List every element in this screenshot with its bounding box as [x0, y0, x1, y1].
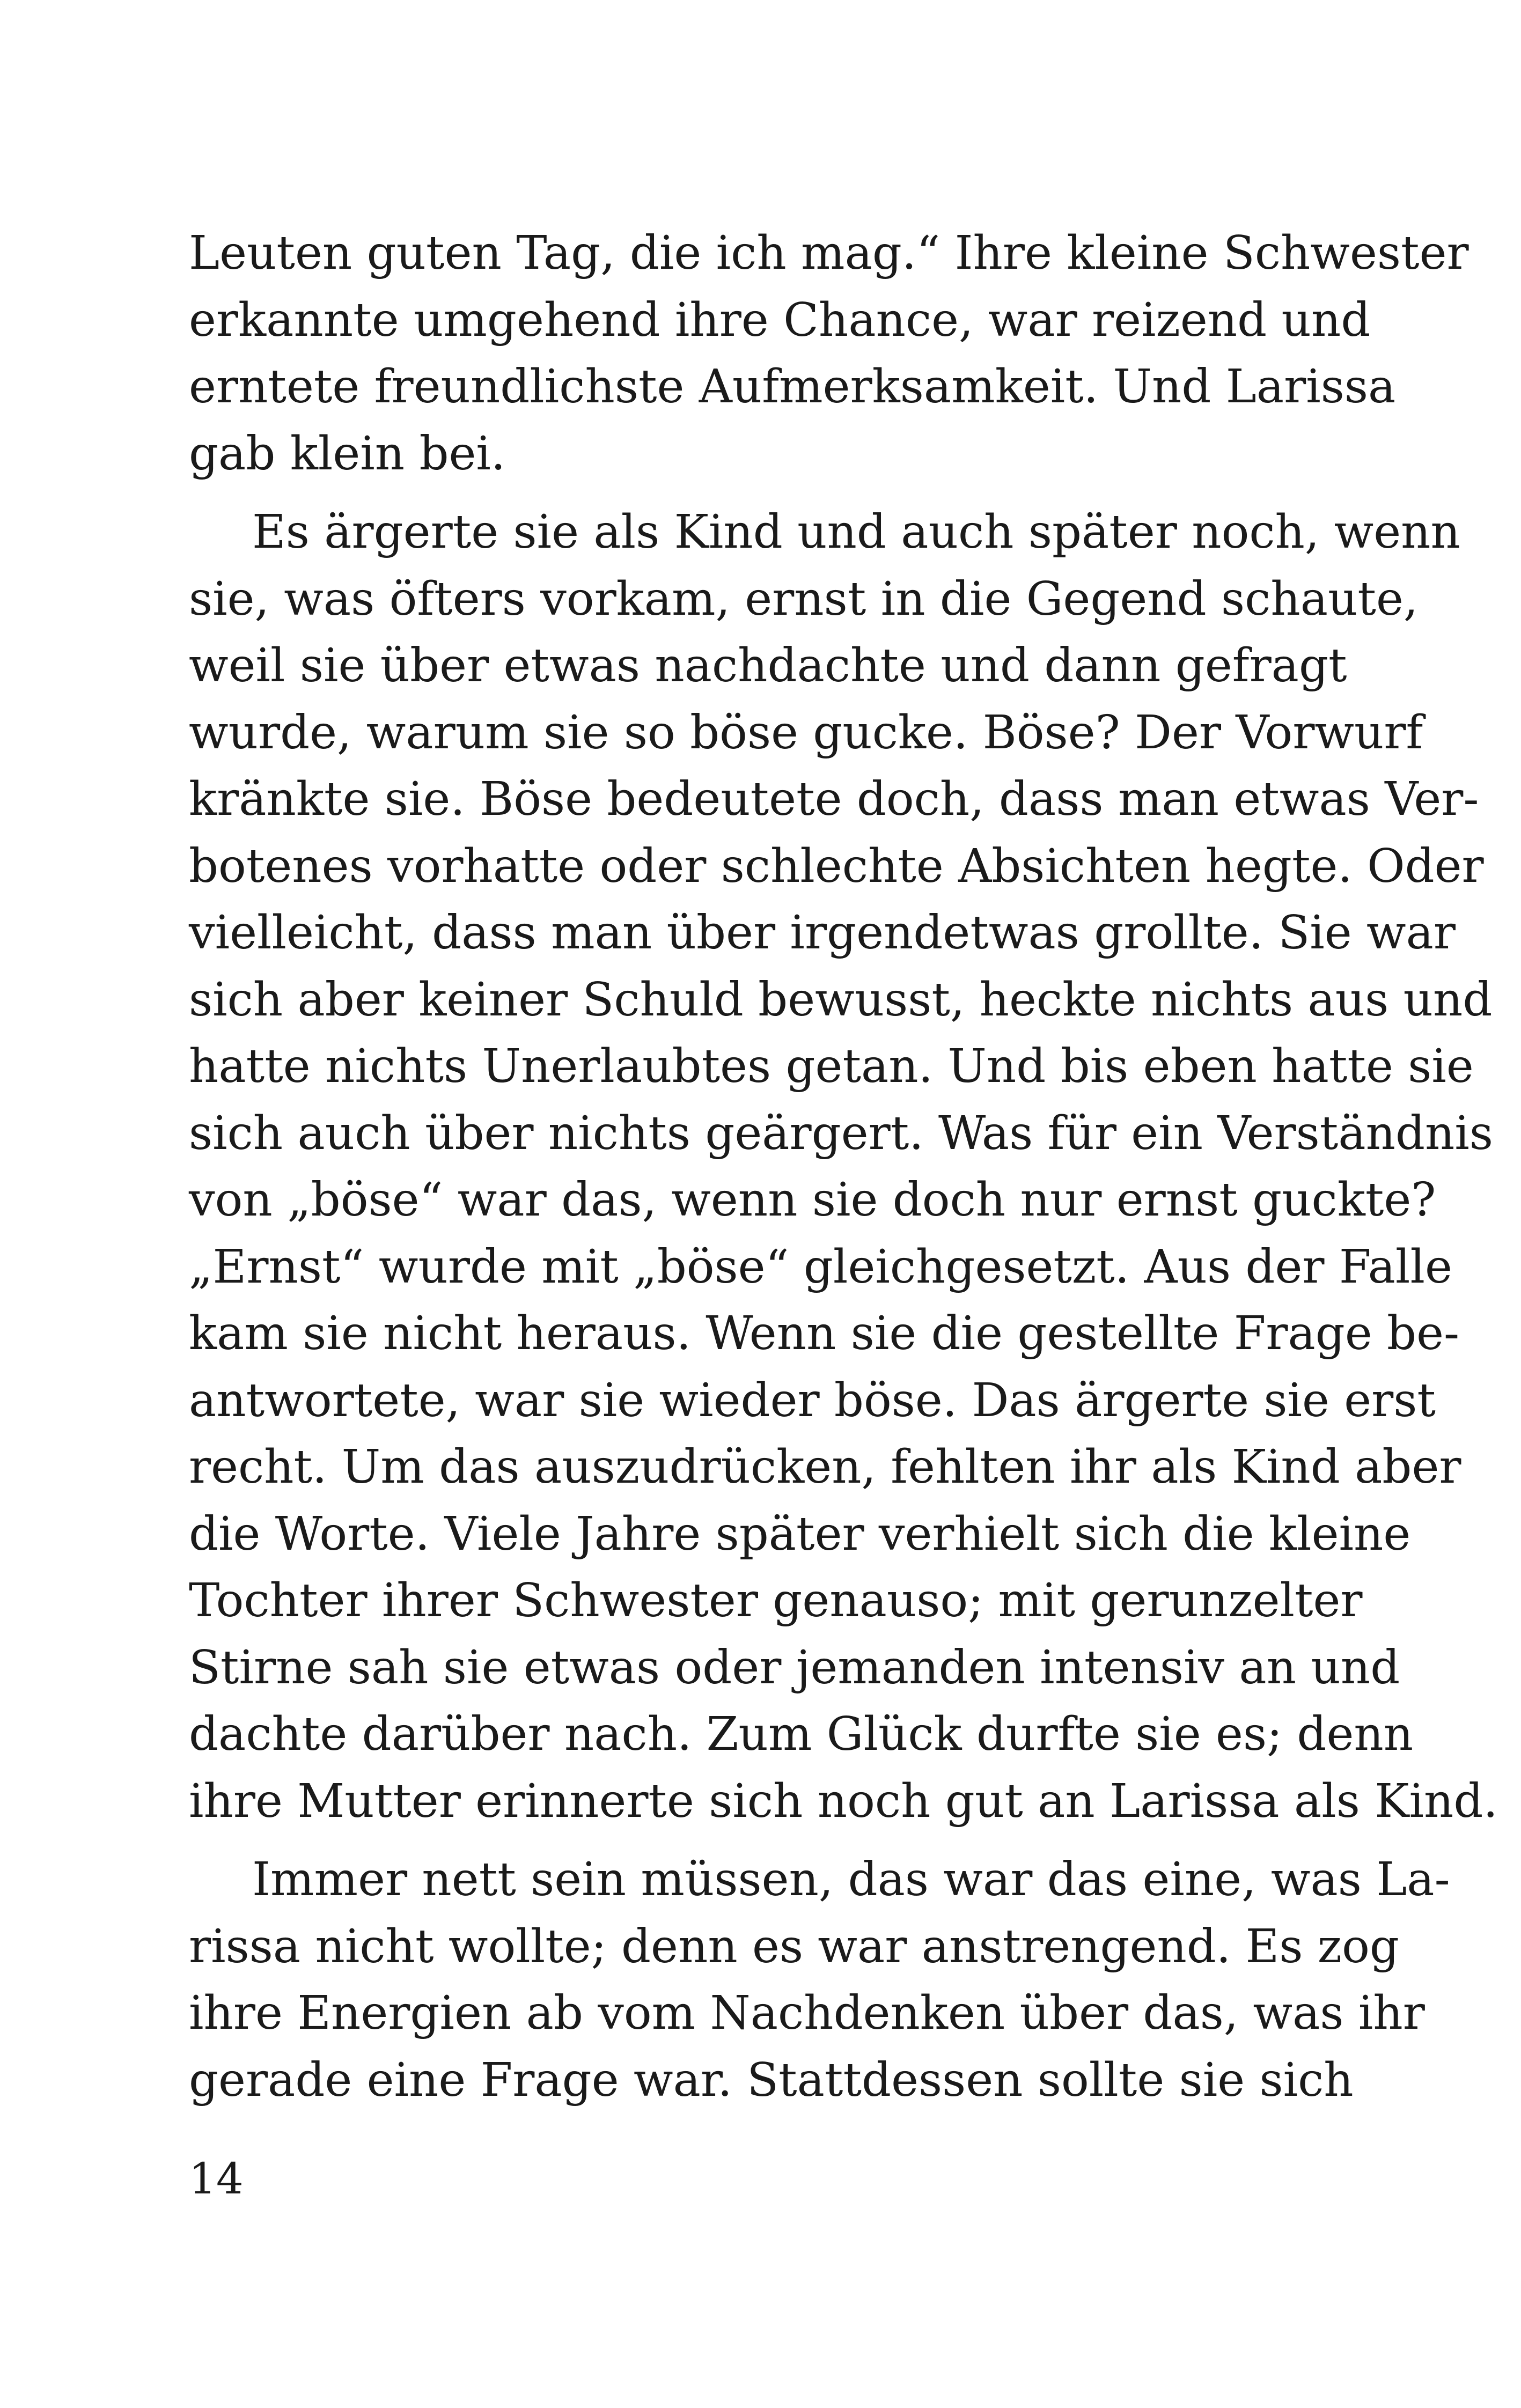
text-line: gerade eine Frage war. Stattdessen sollte sie sich — [189, 2053, 1354, 2107]
text-line: rissa nicht wollte; denn es war anstrengend. Es zog — [189, 1919, 1399, 1973]
text-line: Immer nett sein müssen, das war das eine, was La- — [252, 1853, 1450, 1906]
text-line: Leuten guten Tag, die ich mag.“ Ihre kleine Schwester — [189, 226, 1469, 280]
text-line: recht. Um das auszudrücken, fehlten ihr als Kind aber — [189, 1440, 1461, 1494]
text-line: sich aber keiner Schuld bewusst, heckte nichts aus und — [189, 973, 1493, 1027]
text-line: sich auch über nichts geärgert. Was für ein Verständnis — [189, 1106, 1494, 1160]
text-line: ihre Energien ab vom Nachdenken über das, was ihr — [189, 1986, 1425, 2040]
text-line: botenes vorhatte oder schlechte Absichten hegte. Oder — [189, 839, 1484, 893]
text-line: antwortete, war sie wieder böse. Das ärgerte sie erst — [189, 1373, 1436, 1427]
text-line: weil sie über etwas nachdachte und dann gefragt — [189, 639, 1347, 693]
text-line: die Worte. Viele Jahre später verhielt sich die kleine — [189, 1507, 1411, 1561]
text-line: dachte darüber nach. Zum Glück durfte sie es; denn — [189, 1707, 1414, 1761]
text-line: Tochter ihrer Schwester genauso; mit gerunzelter — [189, 1574, 1363, 1628]
text-line: ihre Mutter erinnerte sich noch gut an Larissa als Kind. — [189, 1774, 1498, 1828]
text-line: kränkte sie. Böse bedeutete doch, dass man etwas Ver- — [189, 772, 1479, 826]
text-line: sie, was öfters vorkam, ernst in die Gegend schaute, — [189, 572, 1419, 626]
body-text — [189, 220, 1498, 2114]
text-line: kam sie nicht heraus. Wenn sie die gestellte Frage be- — [189, 1307, 1460, 1360]
text-line: Stirne sah sie etwas oder jemanden intensiv an und — [189, 1640, 1400, 1695]
paragraph-2 — [189, 499, 1498, 1835]
text-line: Es ärgerte sie als Kind und auch später noch, wenn — [252, 505, 1460, 559]
page-number: 14 — [189, 2154, 244, 2204]
text-line: von „böse“ war das, wenn sie doch nur ernst guckte? — [189, 1173, 1436, 1227]
paragraph-1 — [189, 220, 1469, 487]
text-line: vielleicht, dass man über irgendetwas grollte. Sie war — [189, 906, 1456, 960]
text-line: hatte nichts Unerlaubtes getan. Und bis eben hatte sie — [189, 1040, 1474, 1093]
text-line: wurde, warum sie so böse gucke. Böse? Der Vorwurf — [189, 705, 1423, 760]
paragraph-3 — [189, 1846, 1450, 2114]
text-line: erkannte umgehend ihre Chance, war reizend und — [189, 293, 1371, 347]
text-line: gab klein bei. — [189, 426, 506, 481]
text-line: erntete freundlichste Aufmerksamkeit. Und Larissa — [189, 360, 1396, 414]
text-line: „Ernst“ wurde mit „böse“ gleichgesetzt. Aus der Falle — [189, 1240, 1452, 1294]
